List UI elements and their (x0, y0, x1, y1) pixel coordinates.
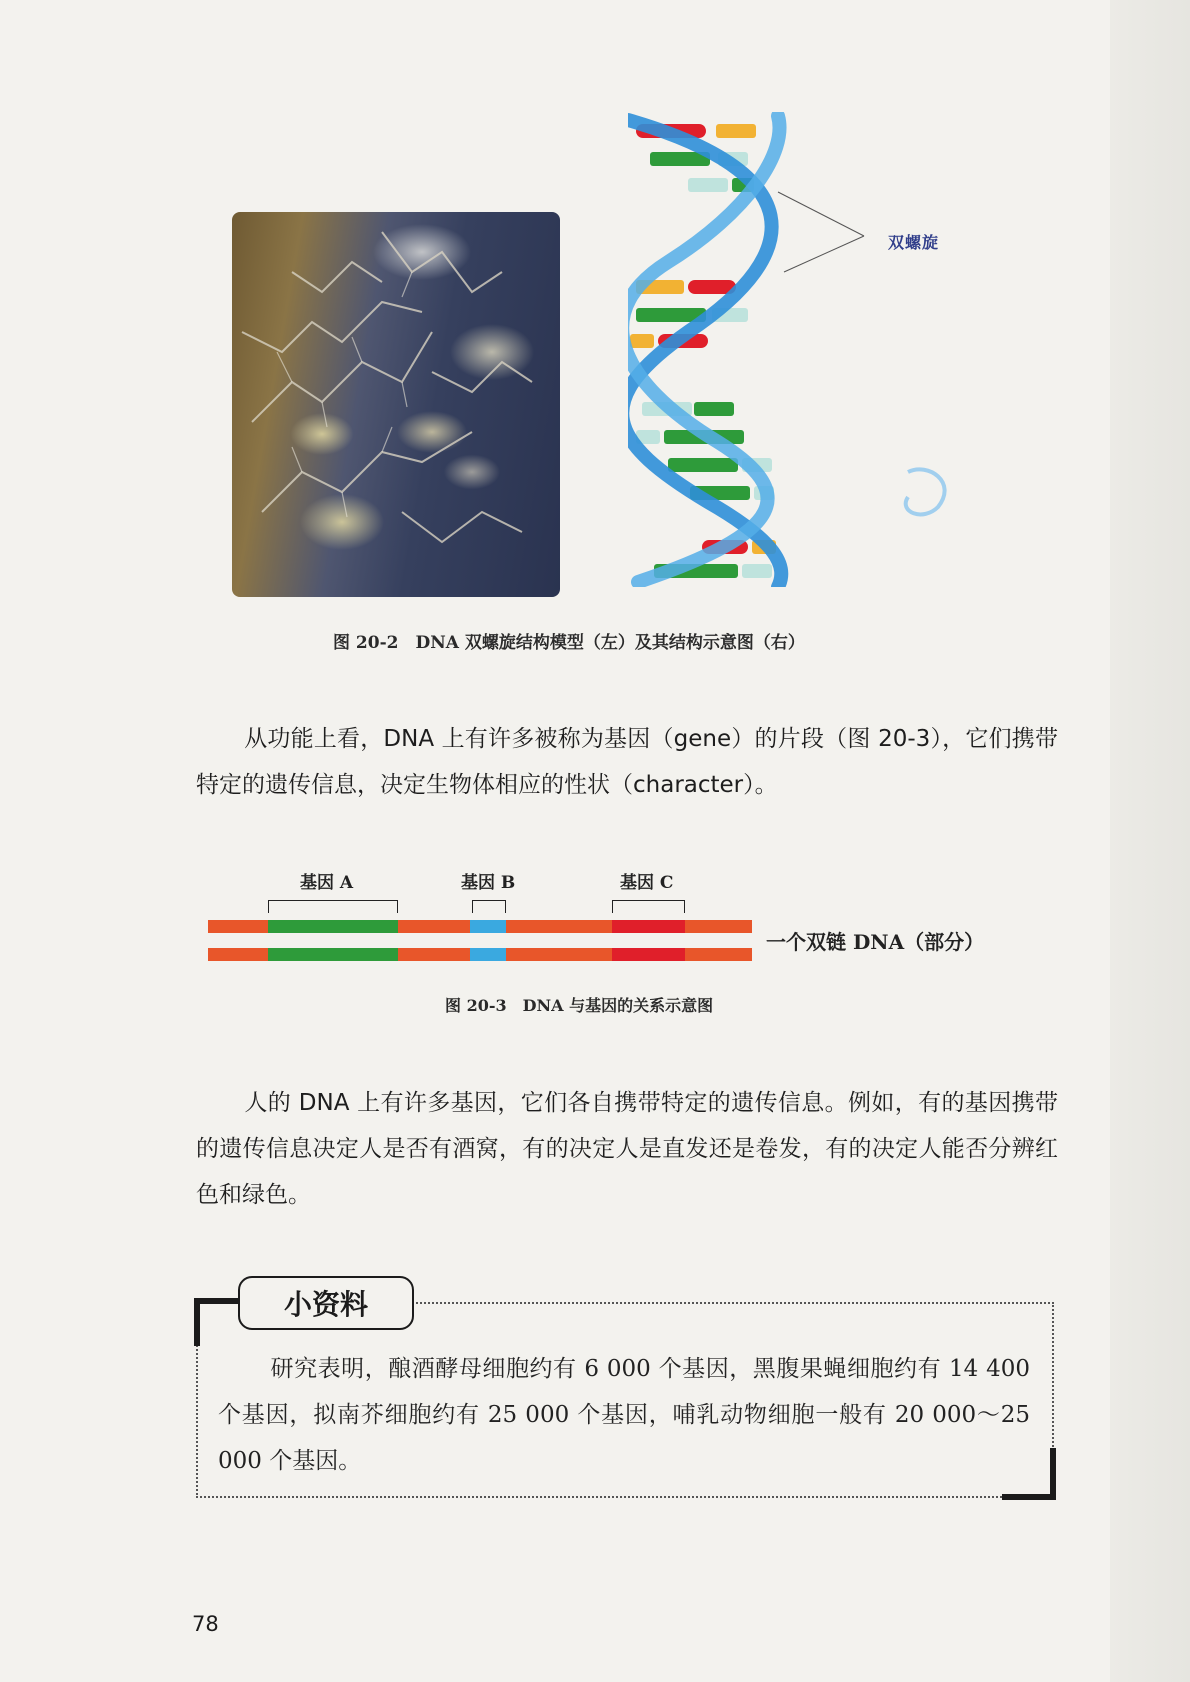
paragraph-2-text: 人的 DNA 上有许多基因，它们各自携带特定的遗传信息。例如，有的基因携带的遗传信息决定人是否有酒窝，有的决定人是直发还是卷发，有的决定人能否分辨红色和绿色。 (196, 1090, 1058, 1208)
info-box-corner-top-left (194, 1298, 240, 1346)
figure-20-2-caption: 图 20-2 DNA 双螺旋结构模型（左）及其结构示意图（右） (333, 633, 805, 653)
dna-strand-bottom (208, 948, 752, 961)
swirl-mark (906, 469, 945, 514)
info-box-body (218, 1346, 1030, 1484)
gene-c-bracket (612, 900, 685, 913)
paragraph-human-genes (196, 1080, 1058, 1218)
double-strand-dna-label: 一个双链 DNA（部分） (766, 930, 985, 954)
info-box-title: 小资料 (238, 1276, 414, 1330)
figure-20-3-caption: 图 20-3 DNA 与基因的关系示意图 (445, 996, 714, 1015)
gene-b-bracket (472, 900, 506, 913)
page-number: 78 (192, 1612, 219, 1636)
gene-b-label: 基因 B (461, 873, 516, 893)
gene-c-label: 基因 C (620, 873, 674, 893)
dna-strand-top (208, 920, 752, 933)
page-edge-shadow (1110, 0, 1190, 1682)
gene-a-label: 基因 A (300, 873, 354, 893)
dna-model-photo (232, 212, 560, 597)
paragraph-gene-function (196, 716, 1058, 808)
dna-double-helix-diagram (628, 112, 958, 587)
double-helix-label: 双螺旋 (888, 233, 940, 252)
gene-a-bracket (268, 900, 398, 913)
paragraph-1-text: 从功能上看，DNA 上有许多被称为基因（gene）的片段（图 20-3），它们携带特定的遗传信息，决定生物体相应的性状（character）。 (196, 726, 1058, 798)
info-box-text: 研究表明，酿酒酵母细胞约有 6 000 个基因，黑腹果蝇细胞约有 14 400 个基因，拟南芥细胞约有 25 000 个基因，哺乳动物细胞一般有 20 000～25 000 个基因。 (218, 1356, 1030, 1474)
